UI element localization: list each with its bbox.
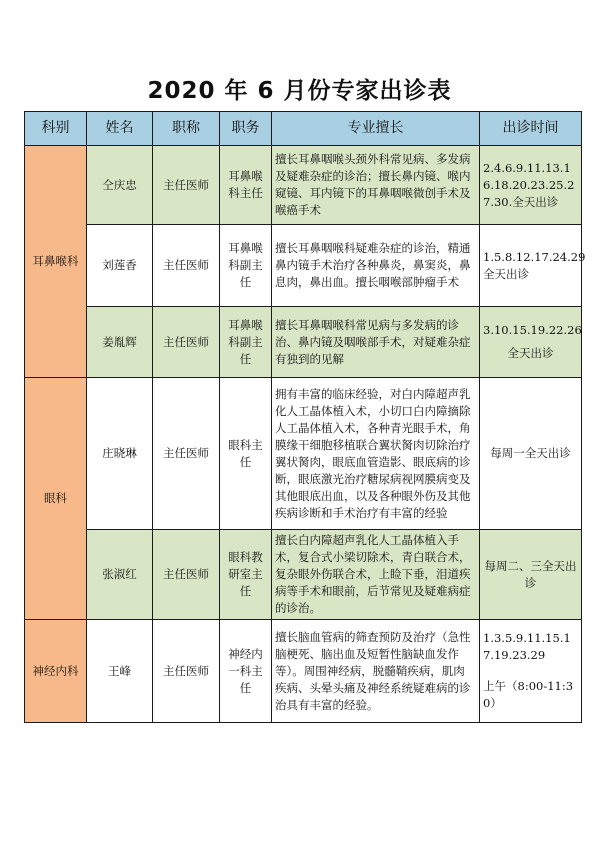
- doctor-name: 张淑红: [87, 530, 153, 620]
- doctor-position: 耳鼻喉科副主任: [220, 307, 272, 378]
- header-name: 姓名: [87, 112, 153, 146]
- schedule-table: [24, 111, 586, 723]
- doctor-position: 耳鼻喉科副主任: [220, 225, 272, 307]
- doctor-specialty: 擅长耳鼻咽喉科疑难杂症的诊治，精通鼻内镜手术治疗各种鼻炎，鼻窦炎，鼻息肉，鼻出血。擅长咽喉部肿瘤手术: [272, 225, 480, 307]
- doctor-specialty: 擅长脑血管病的筛查预防及治疗（急性脑梗死、脑出血及短暂性脑缺血发作等）。周围神经病，脱髓鞘疾病，肌肉疾病、头晕头痛及神经系统疑难病的诊治具有丰富的经验。: [272, 620, 480, 723]
- header-schedule: 出诊时间: [480, 112, 582, 146]
- doctor-schedule: 1.5.8.12.17.24.29 全天出诊: [480, 225, 582, 307]
- header-department: 科别: [25, 112, 87, 146]
- doctor-rank: 主任医师: [153, 307, 220, 378]
- table-row: [25, 530, 582, 620]
- doctor-rank: 主任医师: [153, 620, 220, 723]
- schedule-period: 全天出诊: [507, 346, 554, 360]
- header-rank: 职称: [153, 112, 220, 146]
- doctor-rank: 主任医师: [153, 225, 220, 307]
- doctor-name: 庄晓琳: [87, 378, 153, 530]
- doctor-position: 眼科教研室主任: [220, 530, 272, 620]
- doctor-schedule: 每周二、三全天出诊: [480, 530, 582, 620]
- doctor-position: 眼科主任: [220, 378, 272, 530]
- schedule-period: 上午（8:00-11:30）: [483, 679, 574, 710]
- doctor-position: 神经内一科主任: [220, 620, 272, 723]
- table-row: [25, 307, 582, 378]
- doctor-rank: 主任医师: [153, 146, 220, 225]
- doctor-schedule: [480, 620, 582, 723]
- doctor-schedule: 2.4.6.9.11.13.16.18.20.23.25.27.30.全天出诊: [480, 146, 582, 225]
- department-cell: 耳鼻喉科: [25, 146, 87, 378]
- table-row: [25, 225, 582, 307]
- department-cell: 眼科: [25, 378, 87, 620]
- doctor-specialty: 擅长耳鼻咽喉科常见病与多发病的诊治、鼻内镜及咽喉部手术，对疑难杂症有独到的见解: [272, 307, 480, 378]
- doctor-name: 王峰: [87, 620, 153, 723]
- doctor-rank: 主任医师: [153, 378, 220, 530]
- doctor-specialty: 擅长耳鼻咽喉头颈外科常见病、多发病及疑难杂症的诊治；擅长鼻内镜、喉内窥镜、耳内镜下的耳鼻咽喉微创手术及喉癌手术: [272, 146, 480, 225]
- doctor-name: 姜胤辉: [87, 307, 153, 378]
- table-row: [25, 378, 582, 530]
- page-title: 2020 年 6 月份专家出诊表: [147, 78, 452, 104]
- schedule-days: 3.10.15.19.22.26: [483, 323, 582, 337]
- doctor-position: 耳鼻喉科主任: [220, 146, 272, 225]
- doctor-specialty: 擅长白内障超声乳化人工晶体植入手术，复合式小梁切除术，青白联合术，复杂眼外伤联合术，上睑下垂，泪道疾病等手术和眼前，后节常见及疑难病症的诊治。: [272, 530, 480, 620]
- doctor-rank: 主任医师: [153, 530, 220, 620]
- doctor-schedule: [480, 307, 582, 378]
- department-cell: 神经内科: [25, 620, 87, 723]
- table-row: [25, 146, 582, 225]
- doctor-specialty: 拥有丰富的临床经验，对白内障超声乳化人工晶体植入术，小切口白内障摘除人工晶体植入术，各种青光眼手术，角膜缘干细胞移植联合翼状胬肉切除治疗翼状胬肉，眼底血管造影、眼底病的诊断，眼底激光治疗糖尿病视网膜病变及其他眼底出血，以及各种眼外伤及其他疾病诊断和手术治疗有丰富的经验: [272, 378, 480, 530]
- schedule-days: 1.3.5.9.11.15.17.19.23.29: [483, 631, 571, 662]
- doctor-name: 仝庆忠: [87, 146, 153, 225]
- table-header-row: [25, 112, 582, 146]
- table-row: [25, 620, 582, 723]
- header-position: 职务: [220, 112, 272, 146]
- doctor-name: 刘莲香: [87, 225, 153, 307]
- header-specialty: 专业擅长: [272, 112, 480, 146]
- doctor-schedule: 每周一全天出诊: [480, 378, 582, 530]
